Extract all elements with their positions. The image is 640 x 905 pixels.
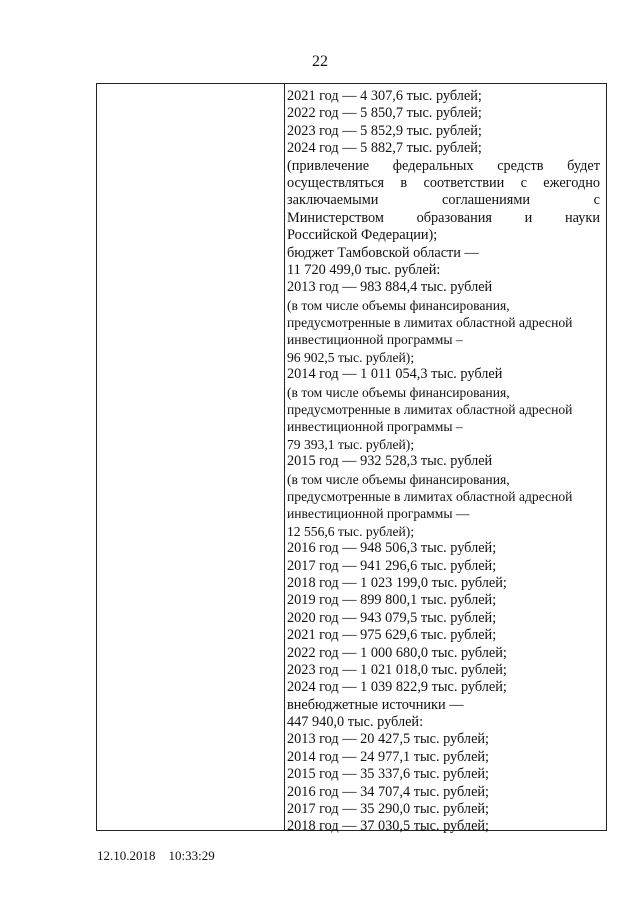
text-line: (в том числе объемы финансирования, [287,297,510,313]
text-line: предусмотренные в лимитах областной адресной [287,315,573,331]
text-line: 2017 год — 35 290,0 тыс. рублей; [287,801,490,818]
text-line: 79 393,1 тыс. рублей); [287,436,415,452]
text-line: (в том числе объемы финансирования, [287,384,510,400]
text-line: осуществляться в соответствии с ежегодно [287,174,600,191]
text-line: 2018 год — 37 030,5 тыс. рублей; [287,818,490,835]
text-line: 447 940,0 тыс. рублей: [287,714,424,731]
text-line: 2014 год — 1 011 054,3 тыс. рублей [287,366,503,383]
footer-timestamp: 12.10.2018 10:33:29 [97,848,215,863]
text-line: заключаемыми соглашениями с [287,192,600,209]
text-line: 96 902,5 тыс. рублей); [287,349,415,365]
text-line: предусмотренные в лимитах областной адресной [287,402,573,418]
text-line: (привлечение федеральных средств будет [287,157,600,174]
text-line: 12 556,6 тыс. рублей); [287,523,415,539]
text-line: 2022 год — 5 850,7 тыс. рублей; [287,105,482,122]
text-line: 2024 год — 1 039 822,9 тыс. рублей; [287,679,507,696]
text-line: 11 720 499,0 тыс. рублей: [287,261,441,278]
text-line: предусмотренные в лимитах областной адресной [287,488,573,504]
text-line: 2015 год — 35 337,6 тыс. рублей; [287,766,490,783]
page-number: 22 [312,53,328,70]
financing-table [96,83,607,835]
text-line: 2023 год — 1 021 018,0 тыс. рублей; [287,661,507,678]
text-line: Российской Федерации); [287,227,438,244]
text-line: 2023 год — 5 852,9 тыс. рублей; [287,122,482,139]
text-line: 2013 год — 20 427,5 тыс. рублей; [287,731,490,748]
text-line: 2019 год — 899 800,1 тыс. рублей; [287,592,497,609]
text-line: 2024 год — 5 882,7 тыс. рублей; [287,140,482,157]
text-line: Министерством образования и науки [287,209,600,226]
text-line: 2013 год — 983 884,4 тыс. рублей [287,279,493,296]
text-line: 2021 год — 975 629,6 тыс. рублей; [287,627,497,644]
text-line: 2021 год — 4 307,6 тыс. рублей; [287,88,482,104]
column-divider [284,84,285,830]
text-line: инвестиционной программы — [287,506,470,522]
text-line: бюджет Тамбовской области — [287,244,479,261]
text-line: 2016 год — 948 506,3 тыс. рублей; [287,540,497,557]
table-right-cell [287,88,600,836]
text-line: 2018 год — 1 023 199,0 тыс. рублей; [287,574,507,591]
text-line: (в том числе объемы финансирования, [287,471,510,487]
text-line: 2014 год — 24 977,1 тыс. рублей; [287,748,490,765]
text-line: инвестиционной программы – [287,332,463,348]
text-line: 2015 год — 932 528,3 тыс. рублей [287,453,493,470]
text-line: 2022 год — 1 000 680,0 тыс. рублей; [287,644,507,661]
text-line: внебюджетные источники — [287,696,464,713]
text-line: 2017 год — 941 296,6 тыс. рублей; [287,557,497,574]
text-line: 2016 год — 34 707,4 тыс. рублей; [287,783,490,800]
text-line: 2020 год — 943 079,5 тыс. рублей; [287,609,497,626]
text-line: инвестиционной программы – [287,419,463,435]
table-left-cell [97,84,284,830]
